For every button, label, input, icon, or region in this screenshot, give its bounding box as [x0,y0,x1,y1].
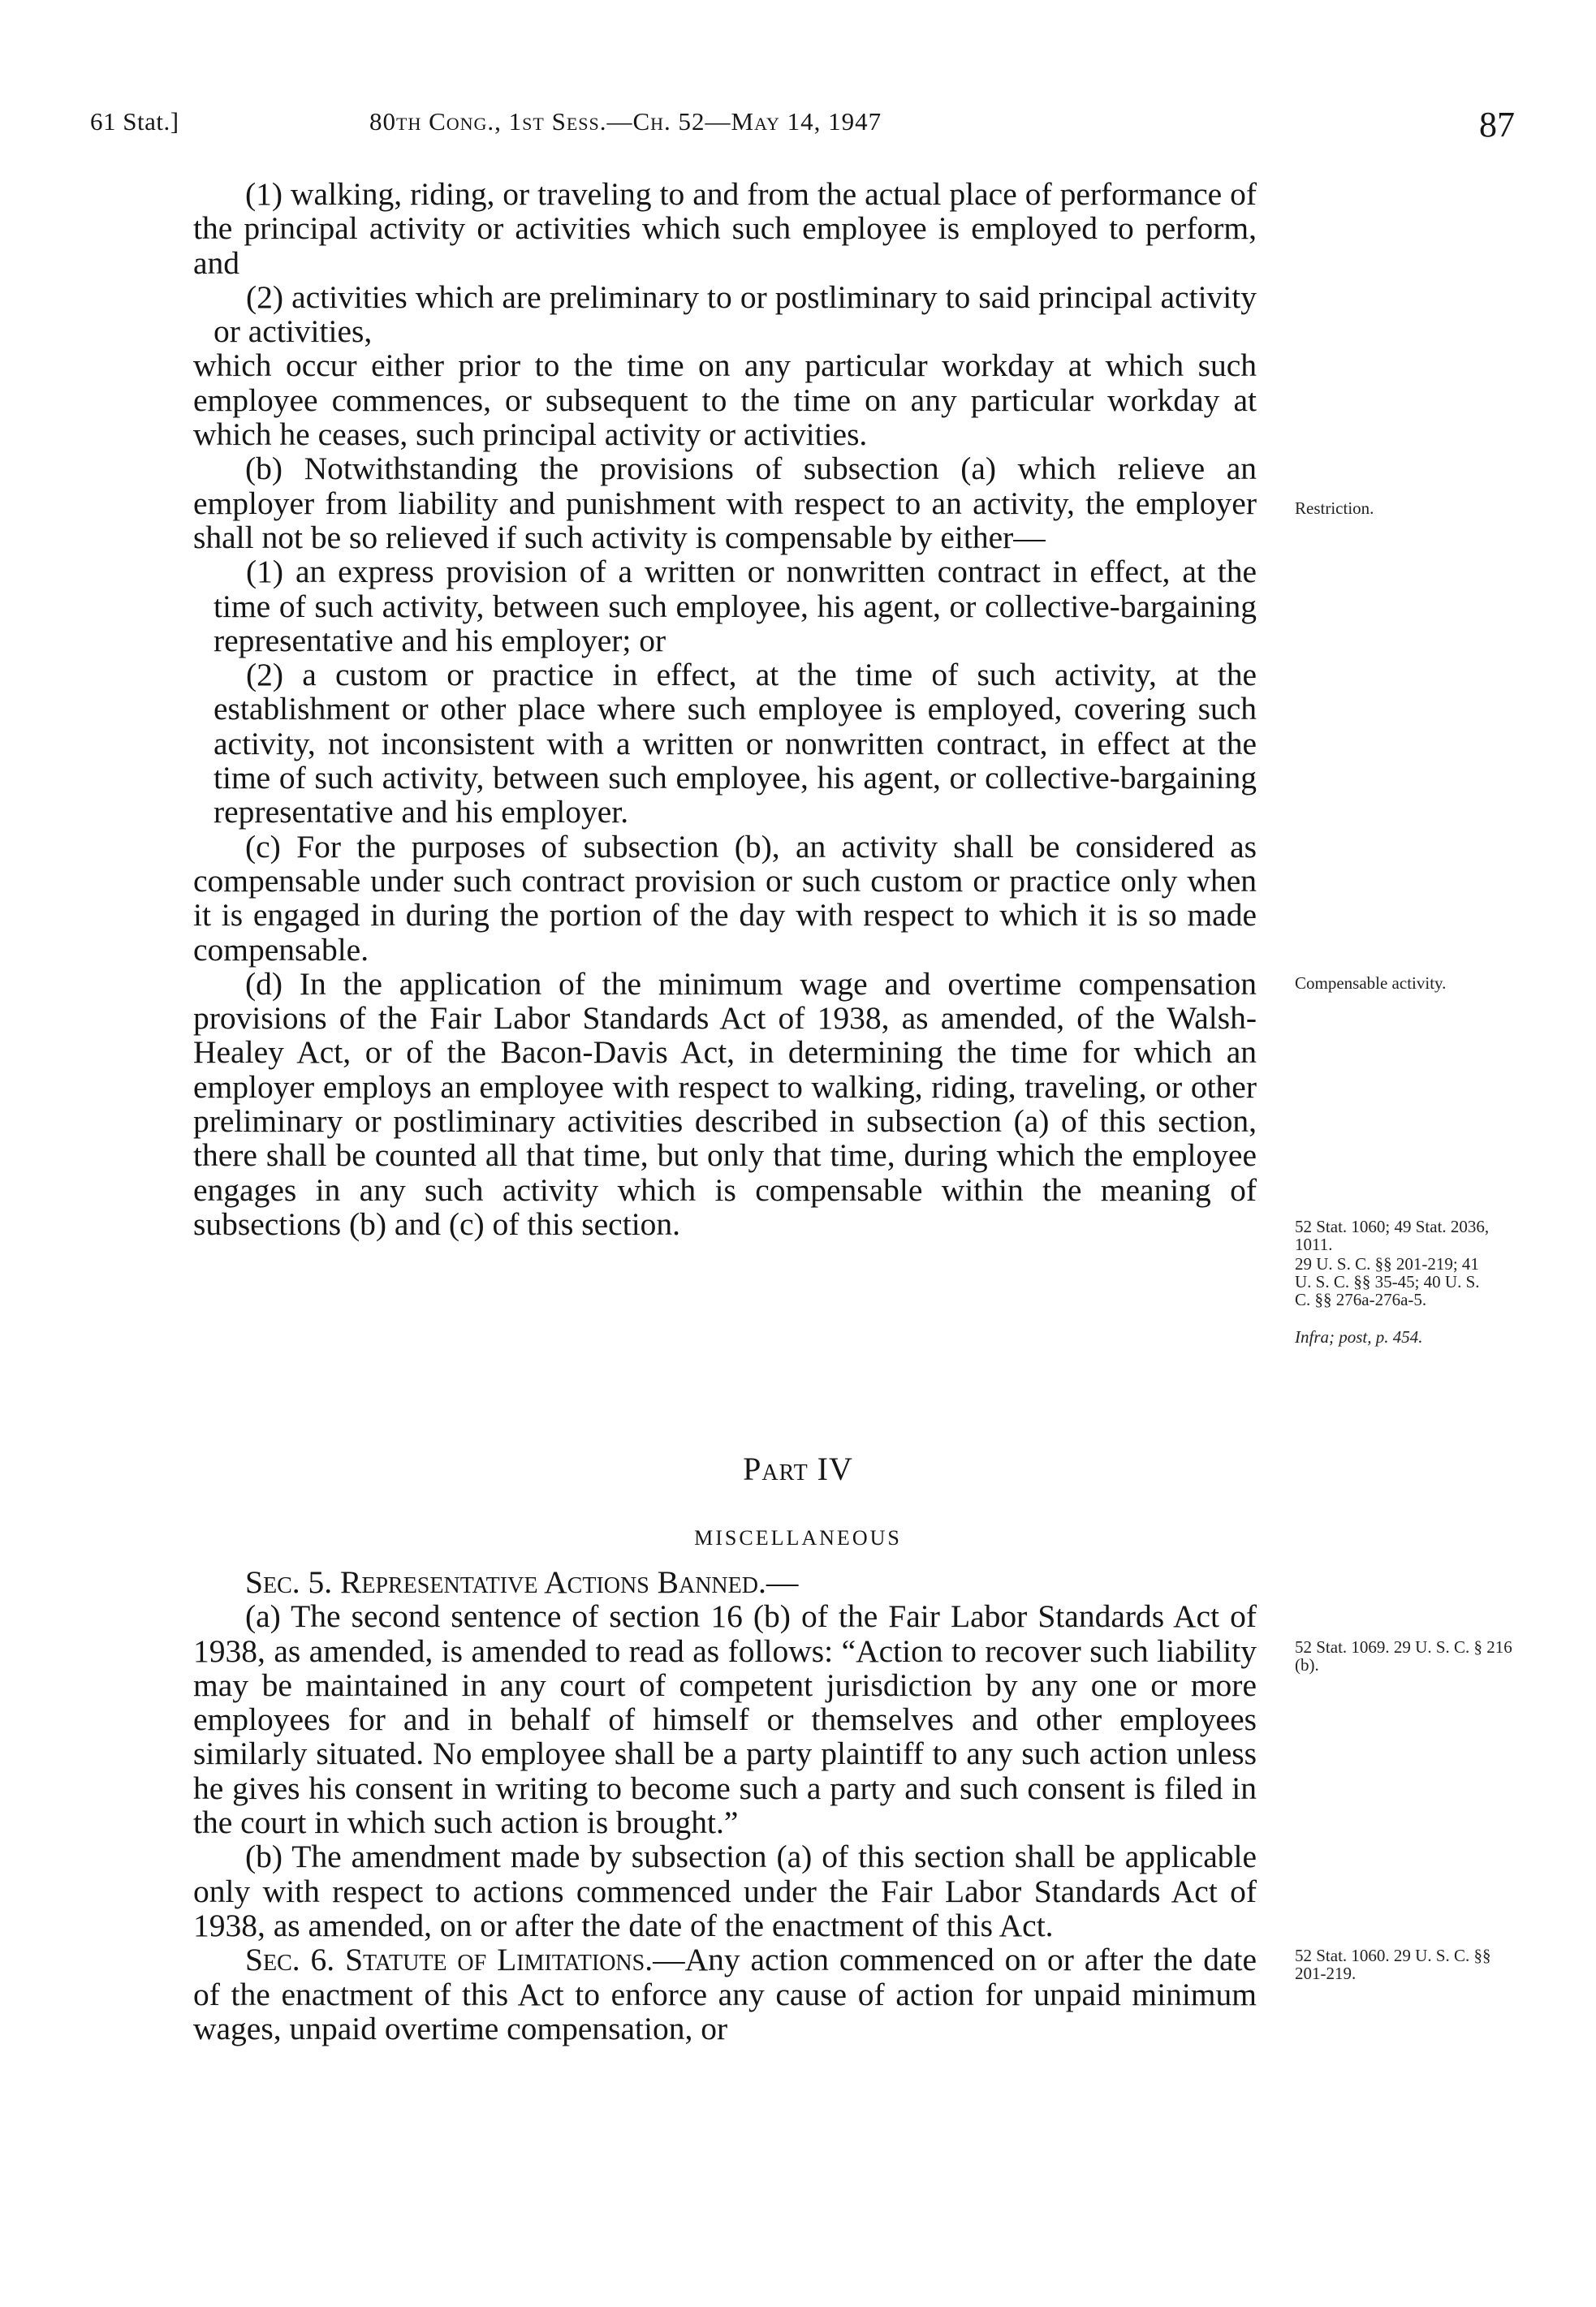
section-6-number: Sec. 6. [245,1942,335,1978]
part-heading: Part IV [743,1451,853,1487]
paragraph-b-2-custom: (2) a custom or practice in effect, at the time of such activity, at the establishment or other place where such employee is employed, covering such activity, not inconsistent with a written or nonwritten contract, in effect at the time of such activity, between such employee, his agent, or collective-bargaining representative and his employer. [214,657,1257,830]
section-body-top [193,177,1257,1241]
section-5-heading [193,1565,1257,1599]
paragraph-subsection-d: (d) In the application of the minimum wage and overtime compensation provisions of the Fair Labor Standards Act of 1938, as amended, of the Walsh-Healey Act, or of the Bacon-Davis Act, in determining the time for which an employer employs an employee with respect to walking, riding, traveling, or other preliminary or postliminary activities described in subsection (a) of this section, there shall be counted all that time, but only that time, during which the employee engages in any such activity which is compensable within the meaning of subsections (b) and (c) of this section. [193,965,1257,1242]
paragraph-sec5-b: (b) The amendment made by subsection (a) of this section shall be applicable only with respect to actions commenced under the Fair Labor Standards Act of 1938, as amended, on or after the date of the enactment of this Act. [193,1839,1257,1943]
section-5-number: Sec. 5. [245,1564,333,1600]
page-number: 87 [1479,105,1515,144]
margin-note-usc-ref-d: 29 U. S. C. §§ 201-219; 41 U. S. C. §§ 35-45; 40 U. S. C. §§ 276a-276a-5. [1295,1254,1480,1309]
paragraph-subsection-c: (c) For the purposes of subsection (b), an activity shall be considered as compensable under such contract provision or such custom or practice only when it is engaged in during the portion of the day with respect to which it is so made compensable. [193,828,1257,968]
paragraph-sec5-a: (a) The second sentence of section 16 (b) of the Fair Labor Standards Act of 1938, as amended, is amended to read as follows: “Action to recover such liability may be maintained in any court of competent jurisdiction by any one or more employees for and in behalf of himself or themselves and other employees similarly situated. No employee shall be a party plaintiff to any such action unless he gives his consent in writing to become such a party and such consent is filed in the court in which such action is brought.” [193,1598,1257,1841]
section-5-title: Representative Actions Banned. [340,1564,766,1600]
margin-note-ref-sec5a: 52 Stat. 1069. 29 U. S. C. § 216 (b). [1295,1637,1512,1675]
margin-note-ref-sec5b: 52 Stat. 1060. 29 U. S. C. §§ 201-219. [1295,1946,1491,1983]
margin-note-infra-text: Infra; post, p. 454. [1295,1327,1423,1347]
paragraph-walking-riding: (1) walking, riding, or traveling to and from the actual place of performance of the principal activity or activities which such employee is employed to perform, and [193,176,1257,281]
margin-note-stat-ref-d: 52 Stat. 1060; 49 Stat. 2036, 1011. [1295,1217,1490,1254]
paragraph-workday-clause: which occur either prior to the time on any particular workday at which such employee commences, or subsequent to the time on any particular workday at which he ceases, such principal activity or activities. [193,347,1257,453]
volume-citation: 61 Stat.] [90,107,179,136]
section-6-title: Statute of Limitations. [345,1942,653,1978]
paragraph-sec6 [193,1943,1257,2046]
margin-note-compensable-activity: Compensable activity. [1295,973,1447,993]
section-6-text: —Any action commenced on or after the date of the enactment of this Act to enforce any cause of action for unpaid minimum wages, unpaid overtime compensation, or [193,1942,1257,2046]
paragraph-b-1-contract: (1) an express provision of a written or nonwritten contract in effect, at the time of such activity, between such employee, his agent, or collective-bargaining representative and his employer; or [214,554,1257,658]
part-subheading: MISCELLANEOUS [694,1526,902,1550]
margin-note-restriction: Restriction. [1295,498,1374,518]
margin-note-infra-ref [1295,1328,1498,1346]
section-5-and-6 [193,1565,1257,2046]
paragraph-preliminary-activities: (2) activities which are preliminary to or postliminary to said principal activity or activities, [214,278,1257,350]
paragraph-subsection-b: (b) Notwithstanding the provisions of subsection (a) which relieve an employer from liability and punishment with respect to an activity, the employer shall not be so relieved if such activity is compensable by either— [193,451,1257,555]
running-header [0,0,1596,162]
session-chapter-date: 80th Cong., 1st Sess.—Ch. 52—May 14, 1947 [369,107,882,136]
section-5-dash: — [766,1564,799,1600]
